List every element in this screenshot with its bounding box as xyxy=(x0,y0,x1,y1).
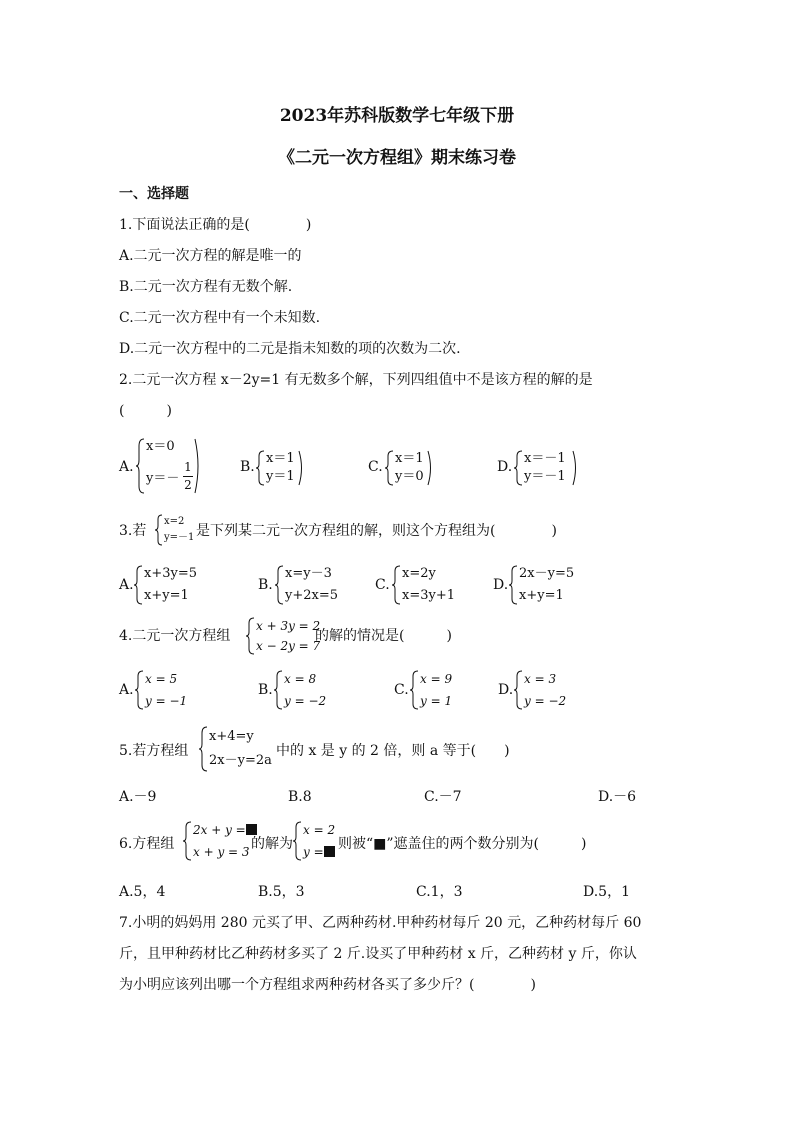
left-brace-icon xyxy=(155,514,163,546)
q2-a-eq1: x＝0 xyxy=(146,439,175,454)
q4-c-eq1: x = 9 xyxy=(420,672,453,686)
q2-option-d-system xyxy=(514,450,580,488)
q3-solution-system xyxy=(155,514,197,548)
left-brace-icon xyxy=(392,565,402,605)
q4-option-c-system xyxy=(410,670,470,712)
q4-system xyxy=(246,617,321,657)
left-brace-icon xyxy=(199,726,209,772)
q4-option-b-label: B. xyxy=(258,682,273,698)
q4-d-eq1: x = 3 xyxy=(524,672,557,686)
q2-answer-paren: ( ) xyxy=(119,403,172,419)
left-brace-icon xyxy=(134,565,144,605)
q3-d-eq2: x+y=1 xyxy=(519,588,564,603)
q3-option-a-system xyxy=(134,565,204,607)
document-subtitle: 《二元一次方程组》期末练习卷 xyxy=(278,148,516,168)
q1-option-b: B.二元一次方程有无数个解. xyxy=(119,279,293,295)
left-brace-icon xyxy=(410,670,420,710)
q2-option-c-label: C. xyxy=(368,459,383,475)
q4-option-d-system xyxy=(514,670,574,712)
q6-sol-eq1: x = 2 xyxy=(303,823,336,837)
q3-c-eq1: x=2y xyxy=(402,566,436,581)
q6-option-b: B.5，3 xyxy=(258,884,305,900)
q6-post: 则被“■”遮盖住的两个数分别为( ) xyxy=(338,836,587,852)
q4-c-eq2: y = 1 xyxy=(420,694,453,708)
q3-option-b-system xyxy=(275,565,345,607)
q4-option-a-label: A. xyxy=(119,682,134,698)
q5-option-d: D.－6 xyxy=(598,789,637,805)
q2-c-eq2: y＝0 xyxy=(395,469,424,484)
q2-option-b-system xyxy=(256,450,306,488)
q4-pre: 4.二元一次方程组 xyxy=(119,628,231,644)
q6-mid: 的解为 xyxy=(251,836,293,852)
right-paren-icon xyxy=(572,450,579,486)
q4-option-c-label: C. xyxy=(394,682,409,698)
left-brace-icon xyxy=(246,617,256,655)
q4-post: 的解的情况是( ) xyxy=(315,628,452,644)
q6-pre: 6.方程组 xyxy=(119,836,175,852)
left-brace-icon xyxy=(135,670,145,710)
left-brace-icon xyxy=(293,821,303,861)
q4-a-eq2: y = −1 xyxy=(145,694,188,708)
q2-option-b-label: B. xyxy=(240,459,255,475)
q3-option-b-label: B. xyxy=(258,577,273,593)
q6-option-a: A.5，4 xyxy=(119,884,166,900)
left-brace-icon xyxy=(514,450,524,486)
q1-option-d: D.二元一次方程中的二元是指未知数的项的次数为二次. xyxy=(119,341,461,357)
q3-post: 是下列某二元一次方程组的解，则这个方程组为( ) xyxy=(196,523,557,539)
q1-option-c: C.二元一次方程中有一个未知数. xyxy=(119,310,321,326)
q6-solution-system xyxy=(293,821,343,863)
q3-d-eq1: 2x－y=5 xyxy=(519,566,575,581)
q3-option-d-system xyxy=(509,565,589,607)
q4-eq1: x + 3y = 2 xyxy=(256,619,321,633)
q3-a-eq1: x+3y=5 xyxy=(144,566,198,581)
section-heading: 一、选择题 xyxy=(119,186,189,202)
left-brace-icon xyxy=(274,670,284,710)
q6-option-d: D.5，1 xyxy=(583,884,630,900)
q5-pre: 5.若方程组 xyxy=(119,743,189,759)
q4-eq2: x − 2y = 7 xyxy=(256,639,321,653)
q3-sol-eq2: y=－1 xyxy=(164,532,195,543)
q3-c-eq2: x=3y+1 xyxy=(402,588,456,603)
q2-c-eq1: x＝1 xyxy=(395,451,424,466)
q7-line-3: 为小明应该列出哪一个方程组求两种药材各买了多少斤？( ) xyxy=(119,977,536,993)
q2-option-a-label: A. xyxy=(119,459,134,475)
left-brace-icon xyxy=(256,450,266,486)
q6-sol-eq2: y = xyxy=(303,845,324,859)
q2-b-eq1: x＝1 xyxy=(266,451,295,466)
left-brace-icon xyxy=(514,670,524,710)
q3-option-d-label: D. xyxy=(493,577,509,593)
q5-system xyxy=(199,726,277,774)
q2-option-a-system xyxy=(136,438,206,496)
q2-stem: 2.二元一次方程 x－2y=1 有无数多个解，下列四组值中不是该方程的解的是 xyxy=(119,372,593,388)
q4-d-eq2: y = −2 xyxy=(524,694,567,708)
q5-post: 中的 x 是 y 的 2 倍，则 a 等于( ) xyxy=(276,743,510,759)
masked-value-block xyxy=(324,846,335,857)
q7-line-1: 7.小明的妈妈用 280 元买了甲、乙两种药材.甲种药材每斤 20 元，乙种药材每斤 60 xyxy=(119,915,642,931)
right-paren-icon xyxy=(194,438,202,494)
left-brace-icon xyxy=(385,450,395,486)
fraction-bar xyxy=(183,476,193,477)
q3-option-a-label: A. xyxy=(119,577,134,593)
q5-eq2: 2x－y=2a xyxy=(209,753,272,768)
left-brace-icon xyxy=(275,565,285,605)
q6-eq2: x + y = 3 xyxy=(193,845,250,859)
q7-line-2: 斤，且甲种药材比乙种药材多买了 2 斤.设买了甲种药材 x 斤，乙种药材 y 斤，你认 xyxy=(119,946,637,962)
left-brace-icon xyxy=(509,565,519,605)
q1-option-a: A.二元一次方程的解是唯一的 xyxy=(119,248,302,264)
right-paren-icon xyxy=(427,450,434,486)
q2-b-eq2: y＝1 xyxy=(266,469,295,484)
q5-eq1: x+4=y xyxy=(209,729,254,744)
q5-option-a: A.－9 xyxy=(119,789,157,805)
q2-a-denominator: 2 xyxy=(184,478,192,492)
q2-option-c-system xyxy=(385,450,435,488)
q4-option-d-label: D. xyxy=(498,682,514,698)
q2-d-eq2: y＝－1 xyxy=(524,469,566,484)
q1-stem: 1.下面说法正确的是( ) xyxy=(119,217,312,233)
q3-option-c-system xyxy=(392,565,462,607)
q2-d-eq1: x＝－1 xyxy=(524,451,566,466)
q3-b-eq2: y+2x=5 xyxy=(285,588,339,603)
q4-a-eq1: x = 5 xyxy=(145,672,178,686)
q6-option-c: C.1，3 xyxy=(416,884,463,900)
q4-b-eq2: y = −2 xyxy=(284,694,327,708)
q3-sol-eq1: x=2 xyxy=(164,516,185,527)
left-brace-icon xyxy=(136,438,146,494)
q2-a-numerator: 1 xyxy=(184,460,192,474)
q6-eq1: 2x + y = xyxy=(193,823,246,837)
q4-b-eq1: x = 8 xyxy=(284,672,317,686)
document-title: 2023年苏科版数学七年级下册 xyxy=(279,106,515,126)
right-paren-icon xyxy=(298,450,305,486)
q4-option-a-system xyxy=(135,670,195,712)
q2-option-d-label: D. xyxy=(497,459,513,475)
q3-b-eq1: x=y－3 xyxy=(285,566,332,581)
left-brace-icon xyxy=(183,821,193,861)
q3-pre: 3.若 xyxy=(119,523,147,539)
q4-option-b-system xyxy=(274,670,334,712)
q3-a-eq2: x+y=1 xyxy=(144,588,189,603)
q3-option-c-label: C. xyxy=(375,577,390,593)
q2-a-eq2: y＝－ xyxy=(146,471,180,486)
q6-system xyxy=(183,821,253,863)
q5-option-b: B.8 xyxy=(288,789,312,805)
q5-option-c: C.－7 xyxy=(424,789,462,805)
